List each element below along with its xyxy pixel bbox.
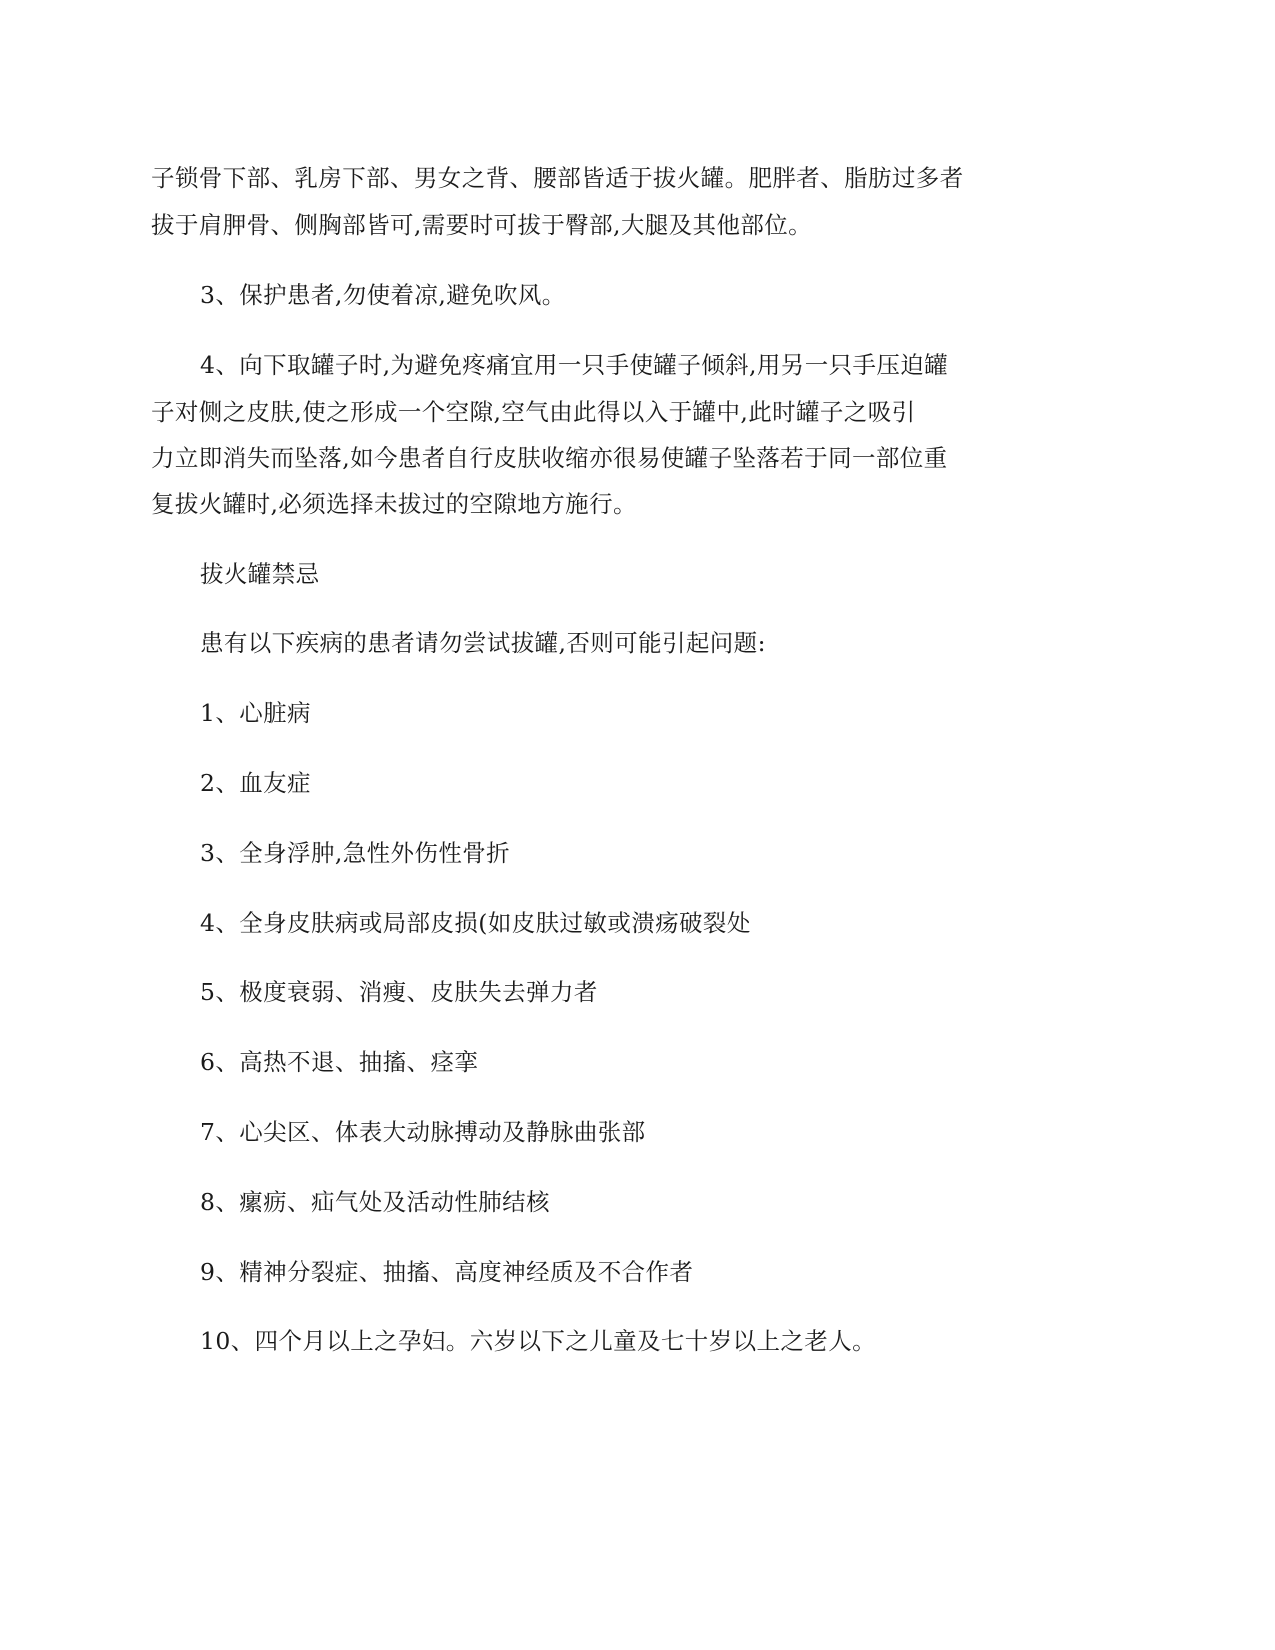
list-item: 6、高热不退、抽搐、痉挛: [200, 1048, 479, 1076]
intro-text: 患有以下疾病的患者请勿尝试拔罐,否则可能引起问题:: [200, 629, 766, 657]
list-item: 2、血友症: [200, 769, 311, 797]
paragraph-line: 子锁骨下部、乳房下部、男女之背、腰部皆适于拔火罐。肥胖者、脂肪过多者: [151, 164, 964, 192]
list-item: 10、四个月以上之孕妇。六岁以下之儿童及七十岁以上之老人。: [200, 1327, 877, 1355]
list-item: 5、极度衰弱、消瘦、皮肤失去弹力者: [200, 978, 598, 1006]
paragraph-line: 复拔火罐时,必须选择未拔过的空隙地方施行。: [151, 490, 637, 518]
list-item: 3、全身浮肿,急性外伤性骨折: [200, 839, 511, 867]
list-item: 3、保护患者,勿使着凉,避免吹风。: [200, 281, 566, 309]
paragraph-line: 4、向下取罐子时,为避免疼痛宜用一只手使罐子倾斜,用另一只手压迫罐: [200, 351, 949, 379]
section-title: 拔火罐禁忌: [200, 560, 320, 588]
paragraph-line: 拔于肩胛骨、侧胸部皆可,需要时可拔于臀部,大腿及其他部位。: [151, 211, 813, 239]
list-item: 1、心脏病: [200, 699, 311, 727]
list-item: 7、心尖区、体表大动脉搏动及静脉曲张部: [200, 1118, 646, 1146]
list-item: 8、瘰疬、疝气处及活动性肺结核: [200, 1188, 550, 1216]
paragraph-line: 力立即消失而坠落,如今患者自行皮肤收缩亦很易使罐子坠落若于同一部位重: [151, 444, 948, 472]
list-item: 9、精神分裂症、抽搐、高度神经质及不合作者: [200, 1258, 694, 1286]
list-item: 4、全身皮肤病或局部皮损(如皮肤过敏或溃疡破裂处: [200, 909, 751, 937]
paragraph-line: 子对侧之皮肤,使之形成一个空隙,空气由此得以入于罐中,此时罐子之吸引: [151, 398, 916, 426]
